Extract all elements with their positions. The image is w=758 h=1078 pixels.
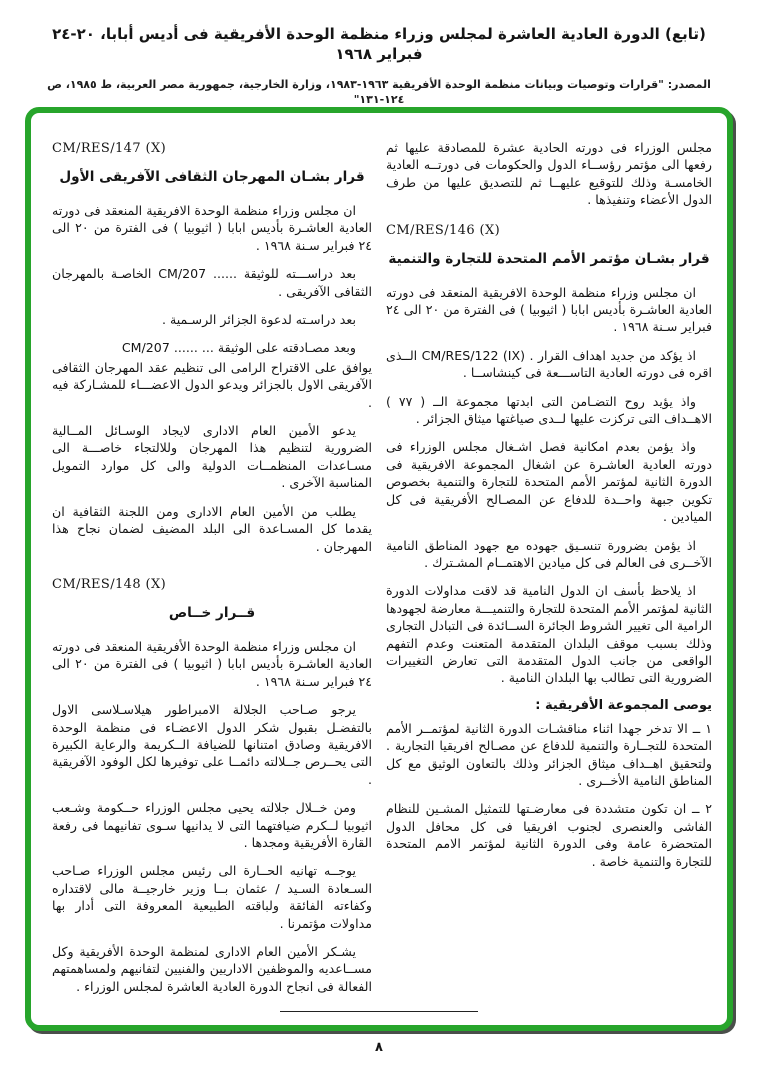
resolution-ref-146: CM/RES/146 (X)	[386, 222, 501, 238]
content-frame	[25, 107, 733, 1031]
paragraph: يشـكر الأمين العام الادارى لمنظمة الوحدة الأفريقية وكل مســاعديه والموظفين الاداريين والفنيين لتفانيهم ولمساهمتهم الفعالة فى انجاح الدورة العادية العاشرة لمجلس الوزراء .	[52, 944, 372, 994]
resolution-title-146: قرار بشـان مؤتمر الأمم المتحدة للتجارة والتنمية	[388, 250, 710, 267]
paragraph: يوافق على الاقتراح الرامى الى تنظيم عقد المهرجان الثقافى الآفريقى الاول بالجزائر ويدعو الدول الاعضـــاء للمشـاركة فيه .	[52, 359, 372, 410]
footnote-divider	[280, 1011, 478, 1012]
resolution-ref-147: CM/RES/147 (X)	[52, 141, 167, 156]
resolution-title-148: قــرار خــاص	[168, 604, 256, 621]
paragraph: يطلب من الأمين العام الادارى ومن اللجنة الثقافية ان يقدما كل المسـاعدة الى البلد المضيف لضمان نجاح هذا المهرجان .	[52, 503, 372, 554]
paragraph: ان مجلس وزراء منظمة الوحدة الافريقية المنعقد فى دورته العادية العاشـرة بأديس ابابا ( اثيوبيا ) فى الفترة من ٢٠ الى ٢٤ فبراير سـنة ١٩٦٨ .	[52, 203, 372, 253]
paragraph: يرجو صـاحب الجلالة الامبراطور هيلاسـلاسى الاول بالتفضـل بقبول شكر الدول الاعضـاء فى منظمة الوحدة الافريقية وصادق امتنانها للضيافة الــكريمة والرعاية الكبيرة التى يحــرص جــلالته دائمــا على توفيرها لكل الوفود الآفريقية .	[52, 702, 372, 787]
paragraph: بعد دراسـته لدعوة الجزائر الرسـمية .	[162, 312, 356, 328]
continuation-paragraph: مجلس الوزراء فى دورته الحادية عشرة للمصادقة عليها ثم رفعها الى مؤتمر رؤســاء الدول والحكومات فى دورتــه العادية الخامسـة وذلك للتوقيع عليهــا ثم للتصديق عليها من طرف الدول الأعضاء وتنفيذها .	[386, 140, 712, 208]
paragraph: يدعو الأمين العام الادارى لايجاد الوسـائل المــالية الضرورية لتنظيم هذا المهرجان وللالتجاء خاصـــة الى مسـاعدات المنظمــات الدولية والى كل موارد التمويل المناسبة الآخرى .	[52, 423, 372, 491]
page-header	[0, 0, 758, 107]
recommendation-label: يوصى المجموعة الأفريقية :	[535, 697, 712, 713]
paragraph: ان مجلس وزراء منظمة الوحدة الأفريقية المنعقد فى دورته العادية العاشـرة بأديس ابابا ( اثيوبيا ) فى الفترة من ٢٠ الى ٢٤ فبراير سـنة ١٩٦٨ .	[52, 638, 372, 689]
header-title: (تابع) الدورة العادية العاشرة لمجلس وزراء منظمة الوحدة الأفريقية فى أديس أبابا، ٢٠-٢٤ فبراير ١٩٦٨	[52, 25, 706, 63]
paragraph: اذ يؤمن بضرورة تنسـيق جهوده مع جهود المناطق النامية الآخــرى فى العالم فى كل ميادين الاهتمــام المشـترك .	[386, 537, 712, 570]
paragraph: اذ يلاحظ بأسف ان الدول النامية قد لاقت مداولات الدورة الثانية لمؤتمر الأمم المتحدة للتجارة والتنميـــة معارضة لجهودها الرامية الى تغيير الشروط الجائرة الســائدة فى التبادل التجارى وذلك بسبب موقف البلدان المتقدمة المتعنت وعدم التفهم الواقعى من جانب الدول المتقدمة التى تعارض التغييرات الضرورية التى تطالب بها البلدان النامية .	[386, 583, 712, 686]
page-number: ٨	[375, 1040, 383, 1055]
paragraph: وبعد مصـادقته على الوثيقة ... ...... CM/207	[121, 340, 356, 356]
header-source-citation: المصدر: "قرارات وتوصيات وبيانات منظمة الوحدة الأفريقية ١٩٦٣-١٩٨٣، وزارة الخارجية، جمهورية مصر العربية، ط ١٩٨٥، ص ١٢٤-١٣١"	[47, 78, 711, 106]
paragraph: بعد دراســـته للوثيقة ...... CM/207 الخاصـة بالمهرجان الثقافى الآفريقى .	[52, 266, 372, 299]
list-item: ١ ــ الا تدخر جهدا اثناء مناقشـات الدورة الثانية لمؤتمــر الأمم المتحدة للتجــارة والتنمية للدفاع عن مصـالح افريقيا التجارية . ولتحقيق اهــداف ميثاق الجزائر وذلك بالتعاون الوثيق مع كل المناطق النامية الأخــرى .	[386, 720, 712, 788]
paragraph: يوجــه تهانيه الحــارة الى رئيس مجلس الوزراء صـاحب السـعادة السـيد / عثمان بــا وزير خارجيــة مالى لاقتداره وكفاءته الفائقة ولباقته الطبيعية المعروفة التى أدار بها مداولات مؤتمرنا .	[52, 863, 372, 931]
paragraph: واذ يؤيد روح التضـامن التى ابدتها مجموعة الــ ( ٧٧ ) الاهــداف التى تركزت عليها لــدى صياغتها ميثاق الجزائر .	[386, 393, 712, 427]
paragraph: اذ يؤكد من جديد اهداف القرار . CM/RES/122 (IX) الــذى اقره فى دورته العادية التاســـعة فى كينشاســا .	[386, 347, 712, 381]
resolution-ref-148: CM/RES/148 (X)	[52, 576, 167, 592]
list-item: ٢ ــ ان تكون متشددة فى معارضـتها للتمثيل المشـين للنظام الفاشى والعنصرى لجنوب افريقيا فى كل محافل الدول المتحضرة عامة وفى الدورة الثانية لمؤتمر الامم المتحدة للتجارة والتنمية خاصة .	[386, 801, 712, 869]
paragraph: واذ يؤمن بعدم امكانية فصل اشـغال مجلس الوزراء فى دورته العادية العاشـرة عن اشغال المجموعة الافريقية فى الدورة الثانية لمؤتمر الأمم المتحدة للتجارة والتنمية بخصوص تكوين جبهة واحــدة للدفاع عن المصـالح الأفريقية فى كل الميادين .	[386, 439, 712, 525]
paragraph: ومن خــلال جلالته يحيى مجلس الوزراء حــكومة وشـعب اثيوبيا لــكرم ضيافتهما التى لا يدانيها سـوى تفانيهما فى رفعة القارة الأفريقية ومجدها .	[52, 800, 372, 850]
column-left	[52, 139, 372, 1006]
resolution-title-147: قرار بشـان المهرجان الثقافى الآفريقى الأول	[59, 169, 365, 185]
paragraph: ان مجلس وزراء منظمة الوحدة الافريقية المنعقد فى دورته العادية العاشـرة بأديس ابابا ( اثيوبيا ) فى الفترة من ٢٠ الى ٢٤ فبراير سـنة ١٩٦٨ .	[386, 284, 713, 335]
column-right	[386, 139, 712, 881]
